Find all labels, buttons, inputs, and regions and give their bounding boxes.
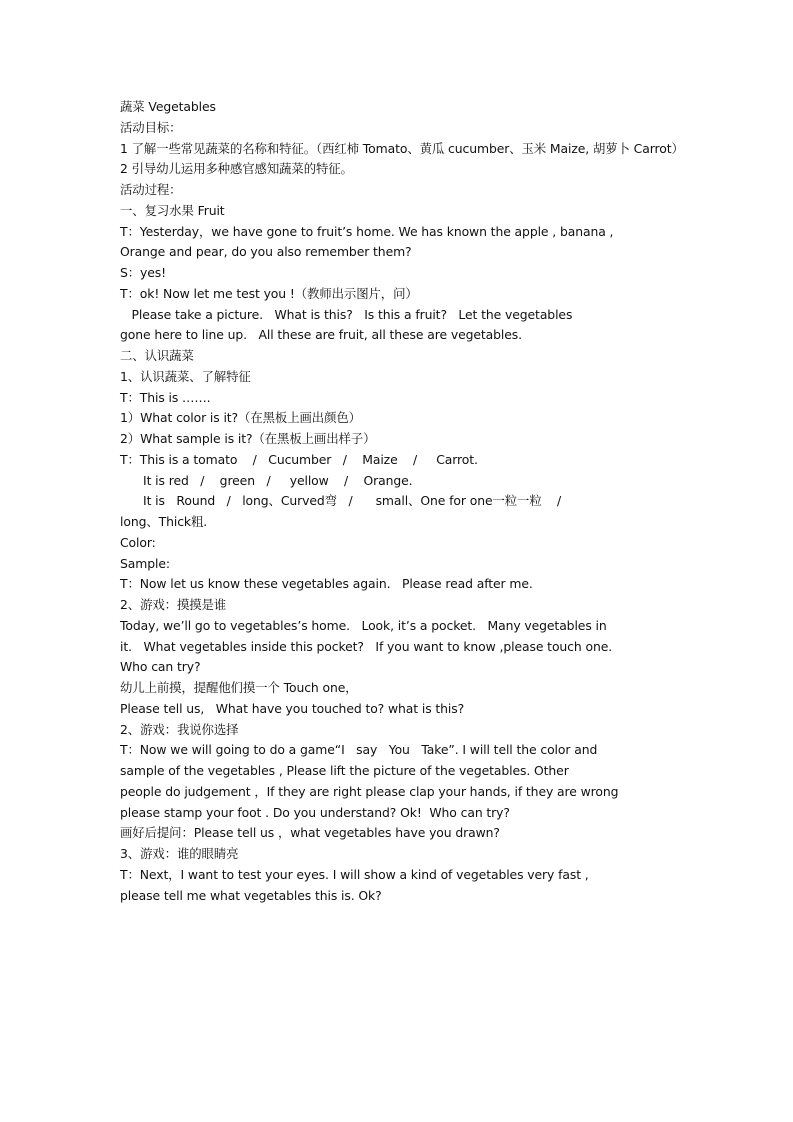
text-line: 3、游戏：谁的眼睛亮 [120, 846, 239, 861]
text-line: 一、复习水果 Fruit [120, 202, 225, 218]
text-line: it. What vegetables inside this pocket? If you want to know ,please touch one. [120, 638, 613, 654]
text-line: 2、游戏：我说你选择 [120, 721, 239, 737]
text-line: please stamp your foot . Do you understand? Ok! Who can try? [120, 804, 510, 820]
text-line: T：Next，I want to test your eyes. I will show a kind of vegetables very fast , [120, 866, 589, 882]
text-line: 画好后提问：Please tell us ，what vegetables have you drawn? [120, 825, 500, 841]
text-line: 二、认识蔬菜 [120, 348, 194, 363]
text-line: people do judgement ，If they are right please clap your hands, if they are wrong [120, 783, 619, 799]
text-line: It is red / green / yellow / Orange. [120, 472, 413, 488]
text-line: It is Round / long、Curved弯 / small、One for one一粒一粒 / [120, 493, 562, 509]
text-line: Sample: [120, 555, 170, 571]
text-line: sample of the vegetables , Please lift the picture of the vegetables. Other [120, 763, 569, 778]
text-line: 2、游戏：摸摸是谁 [120, 597, 227, 612]
text-line: T：Yesterday，we have gone to fruit’s home. We has known the apple , banana , [120, 223, 614, 239]
text-line: T：Now let us know these vegetables again. Please read after me. [120, 576, 533, 592]
text-line: Today, we’ll go to vegetables’s home. Look, it’s a pocket. Many vegetables in [120, 617, 607, 633]
text-line: gone here to line up. All these are fruit, all these are vegetables. [120, 327, 522, 343]
text-line: 蔬菜 Vegetables [120, 99, 216, 114]
text-line: Color: [120, 534, 156, 550]
text-line: 1、认识蔬菜、了解特征 [120, 368, 251, 384]
text-line: 1 了解一些常见蔬菜的名称和特征。（西红柿 Tomato、黄瓜 cucumber、玉米 Maize, 胡萝卜 Carrot） [120, 140, 684, 156]
text-line: 2）What sample is it?（在黑板上画出样子） [120, 431, 376, 446]
text-line: S：yes! [120, 265, 167, 280]
document-body [120, 97, 684, 906]
text-line: Who can try? [120, 659, 201, 675]
text-line: 1）What color is it?（在黑板上画出颜色） [120, 410, 361, 426]
text-line: T：This is ……. [120, 389, 211, 405]
text-line: Orange and pear, do you also remember them? [120, 244, 412, 260]
text-line: 幼儿上前摸，提醒他们摸一个 Touch one， [120, 680, 358, 695]
text-line: please tell me what vegetables this is. Ok? [120, 887, 382, 903]
text-line: T：This is a tomato / Cucumber / Maize / Carrot. [120, 451, 478, 467]
text-line: Please tell us, What have you touched to? what is this? [120, 700, 465, 716]
text-line: 活动过程： [120, 182, 182, 197]
text-line: 2 引导幼儿运用多种感官感知蔬菜的特征。 [120, 161, 353, 177]
text-line: 活动目标： [120, 119, 182, 135]
text-line: T：ok! Now let me test you !（教师出示图片，问） [120, 285, 418, 301]
text-line: Please take a picture. What is this? Is this a fruit? Let the vegetables [120, 306, 573, 322]
text-line: T：Now we will going to do a game“I say You Take”. I will tell the color and [120, 742, 598, 758]
text-line: long、Thick粗. [120, 514, 208, 529]
